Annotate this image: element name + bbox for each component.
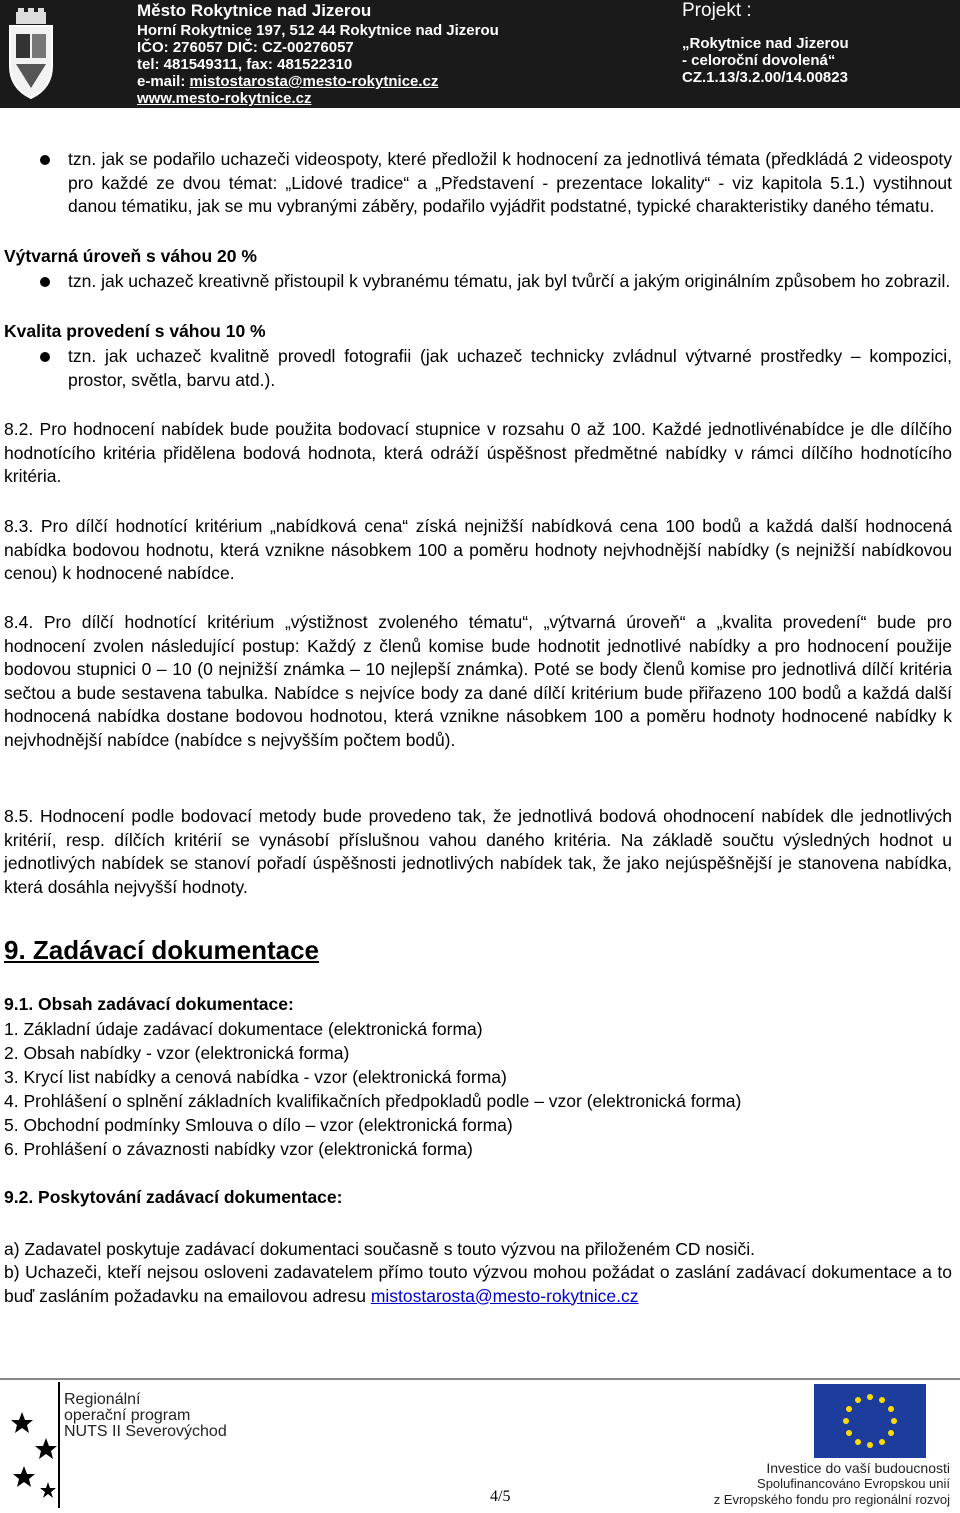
project-subtitle: - celoroční dovolená“ — [682, 52, 836, 69]
rop-line-3: NUTS II Severovýchod — [64, 1423, 227, 1440]
paragraph-b-text: b) Uchazeči, kteří nejsou osloveni zadavatelem přímo touto výzvou mohou požádat o zaslání zadávací dokumentace a to buď zasláním požadavku na emailovou adresu — [4, 1262, 952, 1306]
letterhead — [0, 0, 960, 108]
header-email-link[interactable]: mistostarosta@mesto-rokytnice.cz — [189, 73, 439, 90]
bullet-paragraph-2: tzn. jak uchazeč kreativně přistoupil k vybranému tématu, jak byl tvůrčí a jakým originálním způsobem ho zobrazil. — [68, 271, 951, 291]
city-address: Horní Rokytnice 197, 512 44 Rokytnice nad Jizerou — [137, 22, 499, 39]
list-item: 3. Krycí list nabídky a cenová nabídka - vzor (elektronická forma) — [4, 1067, 507, 1087]
project-label: Projekt : — [682, 0, 752, 21]
eu-line-1: Investice do vaší budoucnosti — [766, 1460, 950, 1476]
subsection-heading-9-1: 9.1. Obsah zadávací dokumentace: — [4, 994, 294, 1014]
page-number: 4/5 — [490, 1488, 511, 1505]
bullet-dot — [40, 277, 50, 287]
star-icon — [10, 1382, 58, 1508]
eu-funding-text — [700, 1460, 950, 1508]
footer-divider — [0, 1378, 960, 1380]
paragraph-a: a) Zadavatel poskytuje zadávací dokumentaci současně s touto výzvou na přiloženém CD nosiči. — [4, 1239, 755, 1259]
paragraph-8-2: 8.2. Pro hodnocení nabídek bude použita bodovací stupnice v rozsahu 0 až 100. Každé jednotlivénabídce je dle dílčího hodnotícího kritéria přidělena bodová hodnota, která odráží úspěšnost předmětné nabídky v rámci dílčího hodnotícího kritéria. — [4, 419, 952, 487]
bullet-paragraph-3: tzn. jak uchazeč kvalitně provedl fotografii (jak uchazeč technicky zvládnul výtvarné prostředky – kompozici, prostor, světla, barvu atd.). — [68, 346, 952, 390]
list-item: 4. Prohlášení o splnění základních kvalifikačních předpokladů podle – vzor (elektronická forma) — [4, 1091, 742, 1111]
section-heading-9: 9. Zadávací dokumentace — [4, 935, 320, 965]
eu-line-2: Spolufinancováno Evropskou unií — [757, 1476, 950, 1491]
contact-email-link[interactable]: mistostarosta@mesto-rokytnice.cz — [370, 1285, 639, 1306]
list-item: 6. Prohlášení o závaznosti nabídky vzor (elektronická forma) — [4, 1139, 473, 1159]
criterion-heading-artistic: Výtvarná úroveň s váhou 20 % — [4, 246, 257, 266]
bullet-dot — [40, 352, 50, 362]
rop-line-1: Regionální — [64, 1391, 141, 1408]
subsection-heading-9-2: 9.2. Poskytování zadávací dokumentace: — [4, 1187, 343, 1207]
paragraph-8-5: 8.5. Hodnocení podle bodovací metody bude provedeno tak, že jednotlivá bodová ohodnocení nabídek dle jednotlivých kritérií, resp. dílčích kritérií se vynásobí příslušnou vahou daného kritéria. Na základě součtu výsledných hodnot u jednotlivých nabídek se stanoví pořadí úspěšnosti jednotlivých nabídek tak, že jako nejúspěšnější je stanovena nabídka, která dosáhla nejvyšší hodnoty. — [4, 806, 952, 897]
city-crest-icon — [6, 6, 56, 102]
eu-line-3: z Evropského fondu pro regionální rozvoj — [713, 1492, 950, 1507]
paragraph-8-4: 8.4. Pro dílčí hodnotící kritérium „výstižnost zvoleného tématu“, „výtvarná úroveň“ a „kvalita provedení“ bude pro hodnocení zvolen následující postup: Každý z členů komise bude hodnotit jednotlivé nabídky a pro hodnocení použije bodovou stupnici 0 – 10 (0 nejnižší známka – 10 nejlepší známka). Poté se body členů komise pro jednotlivá dílčí kritéria sečtou a bude sestavena tabulka. Nabídce s nejvíce body za dané dílčí kritérium bude přiřazeno 100 bodů a každá další hodnocená nabídka dostane bodovou hodnotou, která vznikne násobkem 100 a poměru hodnoty hodnocené nabídky k nejvhodnější nabídce (nabídce s nejvyšším počtem bodů). — [4, 612, 952, 750]
paragraph-b — [4, 1261, 952, 1308]
header-web-link[interactable]: www.mesto-rokytnice.cz — [137, 90, 312, 107]
rop-logo-text — [64, 1392, 227, 1440]
city-name: Město Rokytnice nad Jizerou — [137, 1, 372, 20]
rop-logo-stars — [10, 1382, 60, 1508]
municipality-contact — [137, 0, 499, 107]
paragraph-8-3: 8.3. Pro dílčí hodnotící kritérium „nabídková cena“ získá nejnižší nabídková cena 100 bodů a každá další hodnocená nabídka bodovou hodnotu, která vznikne násobkem 100 a poměru hodnoty nejvhodnější nabídky (s nejnižší nabídkovou cenou) k hodnocené nabídce. — [4, 516, 952, 584]
eu-flag-icon — [814, 1384, 926, 1458]
city-ico: IČO: 276057 DIČ: CZ-00276057 — [137, 39, 354, 56]
criterion-heading-quality: Kvalita provedení s váhou 10 % — [4, 321, 266, 341]
city-email-row — [137, 73, 499, 90]
bullet-paragraph-1: tzn. jak se podařilo uchazeči videospoty, které předložil k hodnocení za jednotlivá témata (předkládá 2 videospoty pro každé ze dvou témat: „Lidové tradice“ a „Představení - prezentace lokality“ - viz kapitola 5.1.) vystihnout danou tématiku, jak se mu vybranými záběry, podařilo vyjádřit podstatné, typické charakteristiky daného tématu. — [68, 149, 952, 217]
list-item: 5. Obchodní podmínky Smlouva o dílo – vzor (elektronická forma) — [4, 1115, 513, 1135]
rop-line-2: operační program — [64, 1407, 191, 1424]
project-name: „Rokytnice nad Jizerou — [682, 35, 849, 52]
list-item: 1. Základní údaje zadávací dokumentace (elektronická forma) — [4, 1019, 483, 1039]
email-label: e-mail: — [137, 73, 190, 90]
list-item: 2. Obsah nabídky - vzor (elektronická forma) — [4, 1043, 350, 1063]
project-info — [682, 0, 849, 86]
project-code: CZ.1.13/3.2.00/14.00823 — [682, 69, 848, 86]
bullet-dot — [40, 155, 50, 165]
city-tel: tel: 481549311, fax: 481522310 — [137, 56, 353, 73]
